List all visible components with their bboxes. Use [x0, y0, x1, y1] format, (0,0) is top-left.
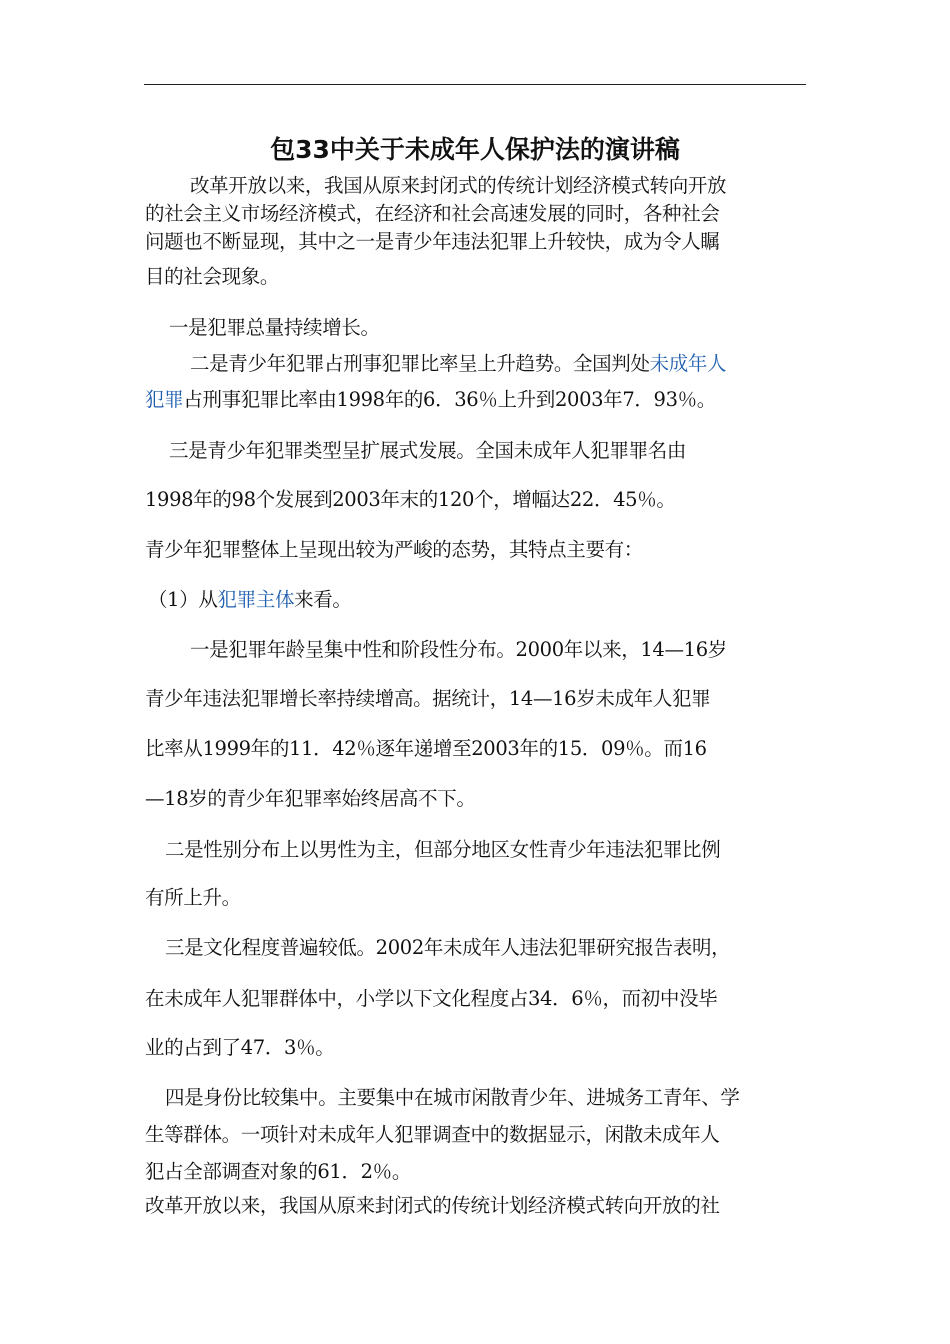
paragraph-line: 二是性别分布上以男性为主，但部分地区女性青少年违法犯罪比例 [165, 838, 721, 861]
paragraph-text: 二是青少年犯罪占刑事犯罪比率呈上升趋势。全国判处 [190, 352, 650, 375]
paragraph-line: 有所上升。 [145, 886, 241, 909]
paragraph-line: —18岁的青少年犯罪率始终居高不下。 [145, 787, 476, 810]
paragraph-line: 目的社会现象。 [145, 265, 280, 288]
paragraph-line: 三是文化程度普遍较低。2002年未成年人违法犯罪研究报告表明， [165, 936, 731, 959]
keyword-link-minor-crime[interactable]: 犯罪 [145, 388, 184, 411]
paragraph-line: 犯占全部调查对象的61．2％。 [145, 1160, 411, 1183]
header-rule [144, 84, 806, 85]
paragraph-line: 一是犯罪年龄呈集中性和阶段性分布。2000年以来，14—16岁 [190, 638, 727, 661]
paragraph-line: 在未成年人犯罪群体中，小学以下文化程度占34．6％，而初中没毕 [145, 987, 718, 1010]
paragraph-line [190, 350, 726, 378]
page-title: 包33中关于未成年人保护法的演讲稿 [270, 135, 680, 164]
paragraph-line: 改革开放以来，我国从原来封闭式的传统计划经济模式转向开放 [190, 174, 727, 197]
paragraph-line: 一是犯罪总量持续增长。 [169, 316, 380, 339]
paragraph-line: 业的占到了47．3％。 [145, 1036, 335, 1059]
keyword-link-crime-subject[interactable]: 犯罪主体 [217, 588, 295, 611]
paragraph-text: 来看。 [294, 588, 352, 611]
paragraph-line: 1998年的98个发展到2003年末的120个，增幅达22．45％。 [145, 488, 676, 511]
paragraph-line: 的社会主义市场经济模式，在经济和社会高速发展的同时，各种社会 [145, 202, 720, 225]
paragraph-line: 青少年犯罪整体上呈现出较为严峻的态势，其特点主要有： [145, 538, 643, 561]
paragraph-line: 问题也不断显现，其中之一是青少年违法犯罪上升较快，成为令人瞩 [145, 230, 720, 253]
paragraph-text: （1）从 [148, 588, 218, 611]
paragraph-line: 改革开放以来，我国从原来封闭式的传统计划经济模式转向开放的社 [145, 1194, 720, 1217]
keyword-link-minor-crime[interactable]: 未成年人 [649, 352, 727, 375]
paragraph-text: 占刑事犯罪比率由1998年的6．36％上升到2003年7．93％。 [183, 388, 716, 411]
paragraph-line: 生等群体。一项针对未成年人犯罪调查中的数据显示，闲散未成年人 [145, 1123, 720, 1146]
paragraph-line [145, 386, 716, 414]
paragraph-line [148, 586, 352, 614]
paragraph-line: 青少年违法犯罪增长率持续增高。据统计，14—16岁未成年人犯罪 [145, 687, 711, 710]
paragraph-line: 四是身份比较集中。主要集中在城市闲散青少年、进城务工青年、学 [165, 1086, 740, 1109]
paragraph-line: 三是青少年犯罪类型呈扩展式发展。全国未成年人犯罪罪名由 [169, 439, 687, 462]
paragraph-line: 比率从1999年的11．42％逐年递增至2003年的15．09％。而16 [145, 737, 707, 760]
